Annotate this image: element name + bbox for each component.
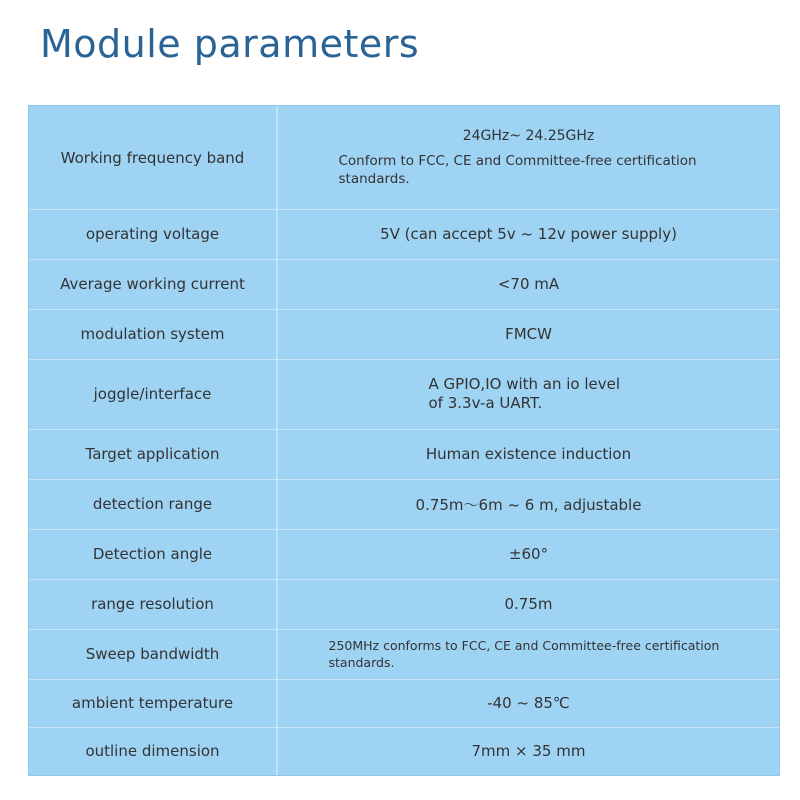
row-value: FMCW bbox=[505, 325, 552, 343]
row-label: detection range bbox=[92, 495, 213, 513]
row-label: range resolution bbox=[91, 595, 214, 613]
row-value: 7mm × 35 mm bbox=[471, 742, 586, 760]
table-row bbox=[29, 727, 779, 775]
row-value: -40 ~ 85℃ bbox=[487, 694, 570, 712]
row-value-text: 250MHz conforms to FCC, CE and Committee-free certification standards. bbox=[328, 638, 720, 670]
table-row bbox=[29, 479, 779, 530]
table-row bbox=[29, 359, 779, 430]
table-row bbox=[29, 106, 779, 210]
row-label: ambient temperature bbox=[71, 694, 234, 712]
row-value bbox=[278, 359, 779, 429]
row-value: 0.75m bbox=[504, 595, 553, 613]
row-value: 0.75m～6m ~ 6 m, adjustable bbox=[415, 495, 642, 514]
row-label: joggle/interface bbox=[93, 385, 212, 403]
row-label: Detection angle bbox=[92, 545, 213, 563]
row-value bbox=[278, 106, 779, 209]
row-label: operating voltage bbox=[85, 225, 220, 243]
table-row bbox=[29, 309, 779, 360]
row-value-main: 24GHz~ 24.25GHz bbox=[462, 127, 595, 144]
row-label: Target application bbox=[85, 445, 220, 463]
page-title: Module parameters bbox=[40, 22, 420, 66]
table-row bbox=[29, 209, 779, 260]
row-label: Sweep bandwidth bbox=[85, 645, 220, 663]
table-row bbox=[29, 579, 779, 630]
row-label: Working frequency band bbox=[60, 148, 245, 167]
row-value: ±60° bbox=[508, 545, 549, 563]
row-value-note: Conform to FCC, CE and Committee-free certification standards. bbox=[338, 152, 697, 187]
row-label: outline dimension bbox=[85, 742, 220, 760]
row-value bbox=[278, 629, 779, 679]
row-label: modulation system bbox=[80, 325, 225, 343]
table-row bbox=[29, 429, 779, 480]
table-row bbox=[29, 259, 779, 310]
table-row bbox=[29, 679, 779, 728]
row-label: Average working current bbox=[60, 275, 245, 293]
table-row bbox=[29, 529, 779, 580]
table-row bbox=[29, 629, 779, 680]
row-value: 5V (can accept 5v ~ 12v power supply) bbox=[380, 225, 677, 243]
row-value-text: A GPIO,IO with an io level of 3.3v-a UART. bbox=[428, 375, 621, 412]
row-value: <70 mA bbox=[497, 275, 560, 293]
parameters-table bbox=[28, 105, 780, 776]
row-value: Human existence induction bbox=[425, 445, 632, 463]
